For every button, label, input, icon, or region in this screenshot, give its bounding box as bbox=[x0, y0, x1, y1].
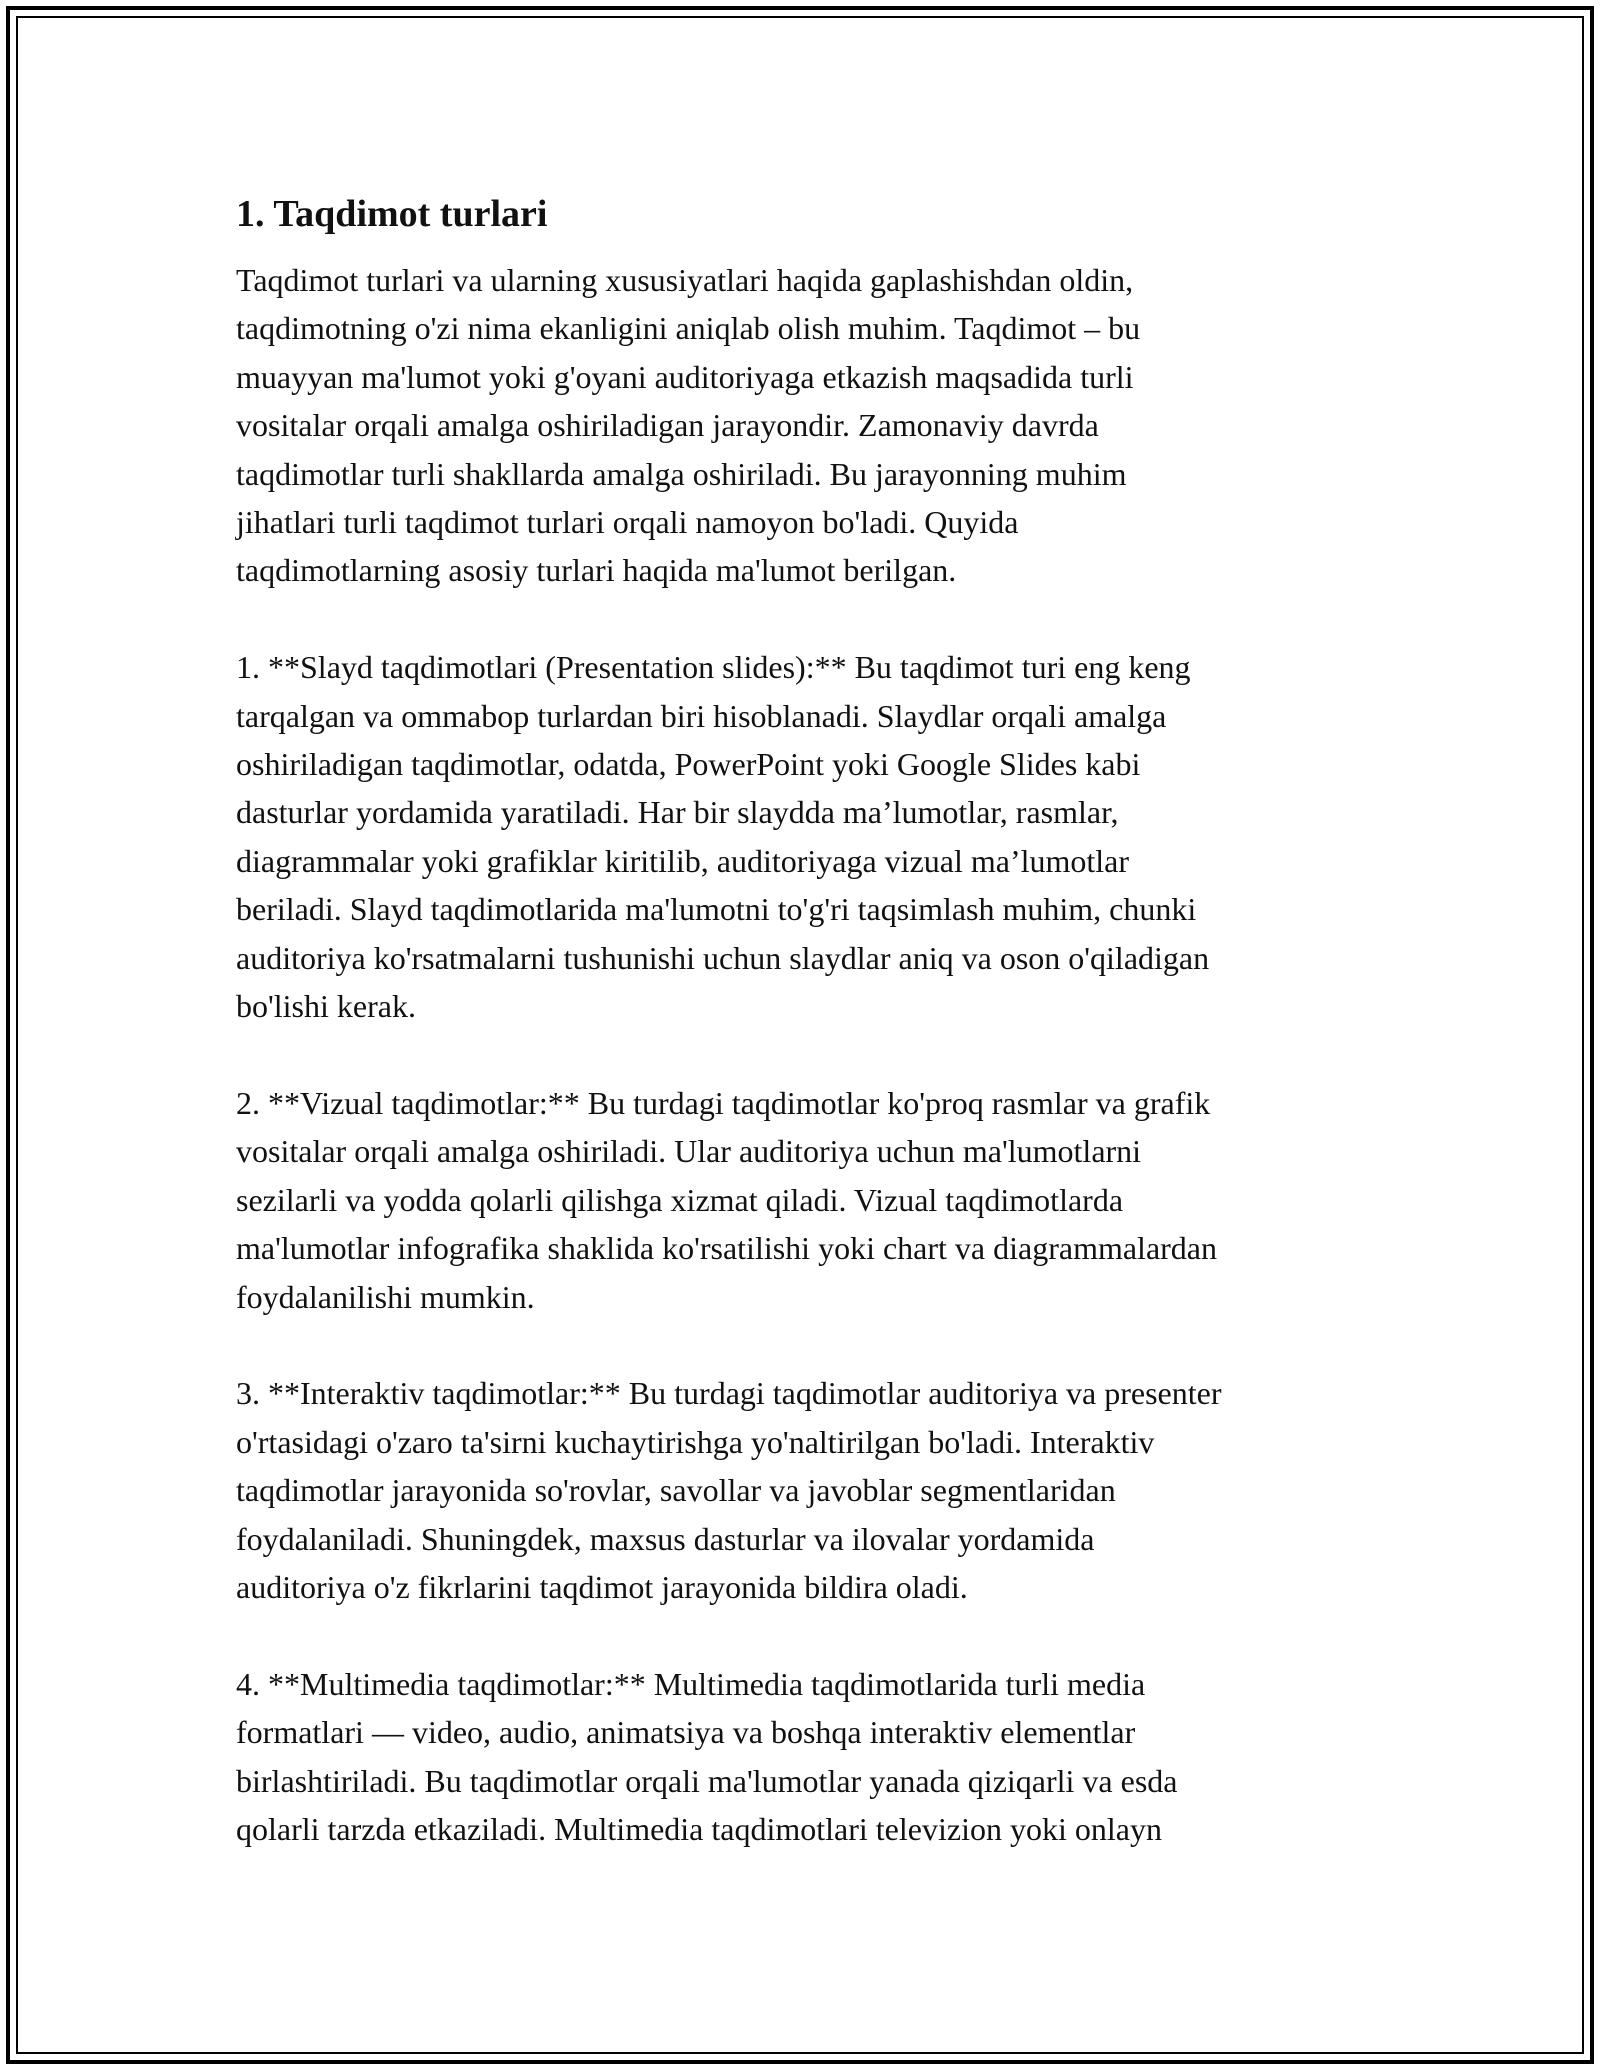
text-line: 1. **Slayd taqdimotlari (Presentation slides):** Bu taqdimot turi eng keng bbox=[236, 649, 1191, 686]
text-line: jihatlari turli taqdimot turlari orqali namoyon bo'ladi. Quyida bbox=[236, 504, 1019, 541]
document-body bbox=[236, 186, 1396, 1902]
text-line: sezilarli va yodda qolarli qilishga xizmat qiladi. Vizual taqdimotlarda bbox=[236, 1181, 1124, 1218]
text-line: o'rtasidagi o'zaro ta'sirni kuchaytirishga yo'naltirilgan bo'ladi. Interaktiv bbox=[236, 1423, 1155, 1460]
paragraph-multimedia-presentations bbox=[236, 1660, 1396, 1854]
text-line: vositalar orqali amalga oshiriladigan jarayondir. Zamonaviy davrda bbox=[236, 407, 1099, 444]
text-line: qolarli tarzda etkaziladi. Multimedia taqdimotlari televizion yoki onlayn bbox=[236, 1810, 1162, 1847]
paragraph-visual-presentations bbox=[236, 1079, 1396, 1321]
text-line: taqdimotlarning asosiy turlari haqida ma'lumot berilgan. bbox=[236, 552, 957, 589]
text-line: diagrammalar yoki grafiklar kiritilib, auditoriyaga vizual ma’lumotlar bbox=[236, 842, 1130, 879]
text-line: taqdimotning o'zi nima ekanligini aniqlab olish muhim. Taqdimot – bu bbox=[236, 310, 1141, 347]
text-line: taqdimotlar turli shakllarda amalga oshiriladi. Bu jarayonning muhim bbox=[236, 455, 1127, 492]
text-line: taqdimotlar jarayonida so'rovlar, savollar va javoblar segmentlaridan bbox=[236, 1472, 1116, 1509]
text-line: 3. **Interaktiv taqdimotlar:** Bu turdagi taqdimotlar auditoriya va presenter bbox=[236, 1375, 1222, 1412]
section-heading: 1. Taqdimot turlari bbox=[236, 193, 548, 235]
text-line: birlashtiriladi. Bu taqdimotlar orqali ma'lumotlar yanada qiziqarli va esda bbox=[236, 1762, 1178, 1799]
text-line: foydalanilishi mumkin. bbox=[236, 1278, 535, 1315]
text-line: ma'lumotlar infografika shaklida ko'rsatilishi yoki chart va diagrammalardan bbox=[236, 1230, 1217, 1267]
text-line: 4. **Multimedia taqdimotlar:** Multimedia taqdimotlarida turli media bbox=[236, 1665, 1146, 1702]
text-line: dasturlar yordamida yaratiladi. Har bir slaydda ma’lumotlar, rasmlar, bbox=[236, 794, 1119, 831]
paragraph-intro bbox=[236, 256, 1396, 595]
paragraph-slide-presentations bbox=[236, 643, 1396, 1030]
text-line: Taqdimot turlari va ularning xususiyatlari haqida gaplashishdan oldin, bbox=[236, 262, 1134, 298]
text-line: tarqalgan va ommabop turlardan biri hisoblanadi. Slaydlar orqali amalga bbox=[236, 697, 1167, 734]
text-line: bo'lishi kerak. bbox=[236, 988, 416, 1025]
text-line: muayyan ma'lumot yoki g'oyani auditoriyaga etkazish maqsadida turli bbox=[236, 358, 1134, 395]
text-line: auditoriya ko'rsatmalarni tushunishi uchun slaydlar aniq va oson o'qiladigan bbox=[236, 939, 1210, 976]
text-line: foydalaniladi. Shuningdek, maxsus dasturlar va ilovalar yordamida bbox=[236, 1520, 1095, 1557]
text-line: vositalar orqali amalga oshiriladi. Ular auditoriya uchun ma'lumotlarni bbox=[236, 1133, 1142, 1170]
paragraph-interactive-presentations bbox=[236, 1369, 1396, 1611]
text-line: oshiriladigan taqdimotlar, odatda, PowerPoint yoki Google Slides kabi bbox=[236, 746, 1141, 783]
text-line: beriladi. Slayd taqdimotlarida ma'lumotni to'g'ri taqsimlash muhim, chunki bbox=[236, 891, 1197, 928]
text-line: formatlari — video, audio, animatsiya va boshqa interaktiv elementlar bbox=[236, 1714, 1136, 1751]
text-line: auditoriya o'z fikrlarini taqdimot jarayonida bildira oladi. bbox=[236, 1568, 968, 1605]
text-line: 2. **Vizual taqdimotlar:** Bu turdagi taqdimotlar ko'proq rasmlar va grafik bbox=[236, 1084, 1211, 1121]
